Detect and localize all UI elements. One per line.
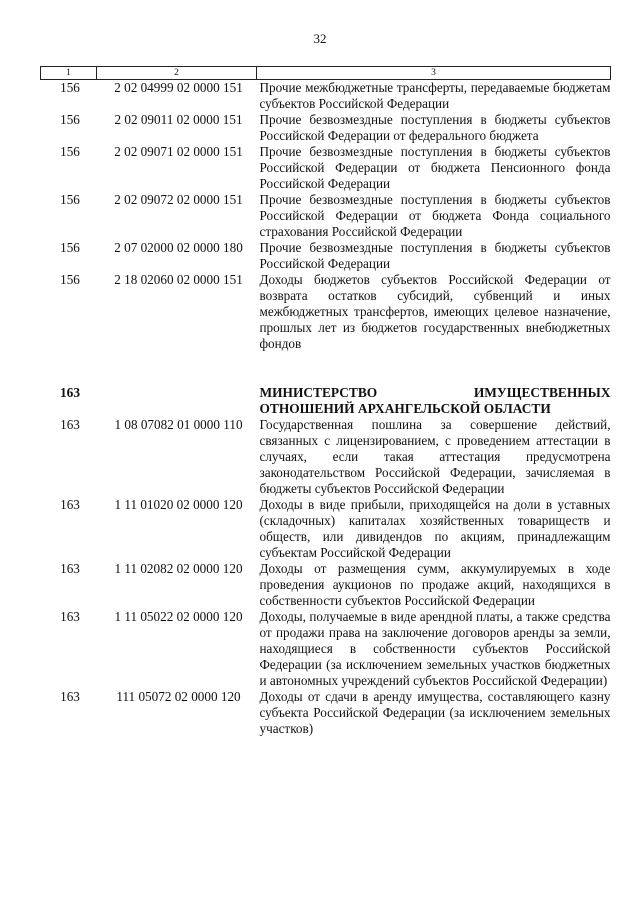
budget-class-code-cell: 1 08 07082 01 0000 110 [114,417,243,432]
table-row [41,417,611,497]
table-row [41,240,611,272]
column-header-1: 1 [41,67,97,80]
budget-class-code-cell: 1 11 05022 02 0000 120 [114,609,243,624]
column-header-3: 3 [257,67,611,80]
income-description-cell: Доходы от размещения сумм, аккумулируемых в ходе проведения аукционов по продаже акций, находящихся в собственности субъектов Российской Федерации [259,561,611,608]
table-row [41,192,611,240]
section-spacer [41,352,611,385]
budget-class-code-cell: 2 02 09011 02 0000 151 [114,112,243,127]
income-description-cell: Государственная пошлина за совершение действий, связанных с лицензированием, с проведением аттестации в случаях, если такая аттестация предусмотрена законодательством Российской Федерации, зачисляемая в бюджеты субъектов Российской Федерации [259,417,611,496]
column-header-2: 2 [97,67,257,80]
admin-code-cell: 163 [60,497,80,512]
ministry-title: МИНИСТЕРСТВО ИМУЩЕСТВЕННЫХ ОТНОШЕНИЙ АРХАНГЕЛЬСКОЙ ОБЛАСТИ [259,385,611,416]
table-row [41,144,611,192]
admin-code-cell: 163 [60,609,80,624]
income-description-cell: Прочие безвозмездные поступления в бюджеты субъектов Российской Федерации [259,240,611,271]
income-description-cell: Прочие безвозмездные поступления в бюджеты субъектов Российской Федерации от бюджета Фонда социального страхования Российской Федерации [259,192,611,239]
table-row [41,272,611,352]
income-description-cell: Доходы, получаемые в виде арендной платы, а также средства от продажи права на заключение договоров аренды за земли, находящиеся в собственности субъектов Российской Федерации (за исключением земельных участков бюджетных и автономных учреждений субъектов Российской Федерации) [259,609,611,688]
admin-code-cell: 163 [60,561,80,576]
budget-class-code-cell: 2 07 02000 02 0000 180 [114,240,243,255]
table-row [41,112,611,144]
table-header-row [41,67,611,80]
admin-code-cell: 156 [60,112,80,127]
table-row [41,497,611,561]
income-description-cell: Доходы от сдачи в аренду имущества, составляющего казну субъекта Российской Федерации (за исключением земельных участков) [259,689,611,736]
table-row [41,609,611,689]
revenue-codes-table [40,66,611,737]
income-description-cell: Прочие безвозмездные поступления в бюджеты субъектов Российской Федерации от федерального бюджета [259,112,611,143]
budget-class-code-cell: 1 11 02082 02 0000 120 [114,561,243,576]
admin-code-cell: 156 [60,144,80,159]
admin-code-cell: 163 [60,689,80,704]
income-description-cell: Прочие безвозмездные поступления в бюджеты субъектов Российской Федерации от бюджета Пенсионного фонда Российской Федерации [259,144,611,191]
page-number: 32 [313,31,327,46]
income-description-cell: Доходы в виде прибыли, приходящейся на доли в уставных (складочных) капиталах хозяйственных товариществ и обществ, или дивидендов по акциям, принадлежащим субъектам Российской Федерации [259,497,611,560]
admin-code-cell: 156 [60,80,80,95]
table-row [41,80,611,113]
budget-class-code-cell: 111 05072 02 0000 120 [116,689,241,704]
admin-code-cell: 156 [60,272,80,287]
income-description-cell: Прочие межбюджетные трансферты, передаваемые бюджетам субъектов Российской Федерации [259,80,611,111]
budget-class-code-cell: 1 11 01020 02 0000 120 [114,497,243,512]
budget-class-code-cell: 2 18 02060 02 0000 151 [114,272,243,287]
income-description-cell: Доходы бюджетов субъектов Российской Федерации от возврата остатков субсидий, субвенций и иных межбюджетных трансфертов, имеющих целевое назначение, прошлых лет из бюджетов государственных внебюджетных фондов [259,272,611,351]
budget-class-code-cell: 2 02 04999 02 0000 151 [114,80,243,95]
admin-code-cell: 163 [60,417,80,432]
ministry-heading-row [41,385,611,417]
ministry-code-cell: 163 [59,385,81,400]
admin-code-cell: 156 [60,240,80,255]
budget-class-code-cell: 2 02 09072 02 0000 151 [114,192,243,207]
ministry-empty-cell [97,385,257,417]
budget-class-code-cell: 2 02 09071 02 0000 151 [114,144,243,159]
admin-code-cell: 156 [60,192,80,207]
table-row [41,689,611,737]
table-row [41,561,611,609]
